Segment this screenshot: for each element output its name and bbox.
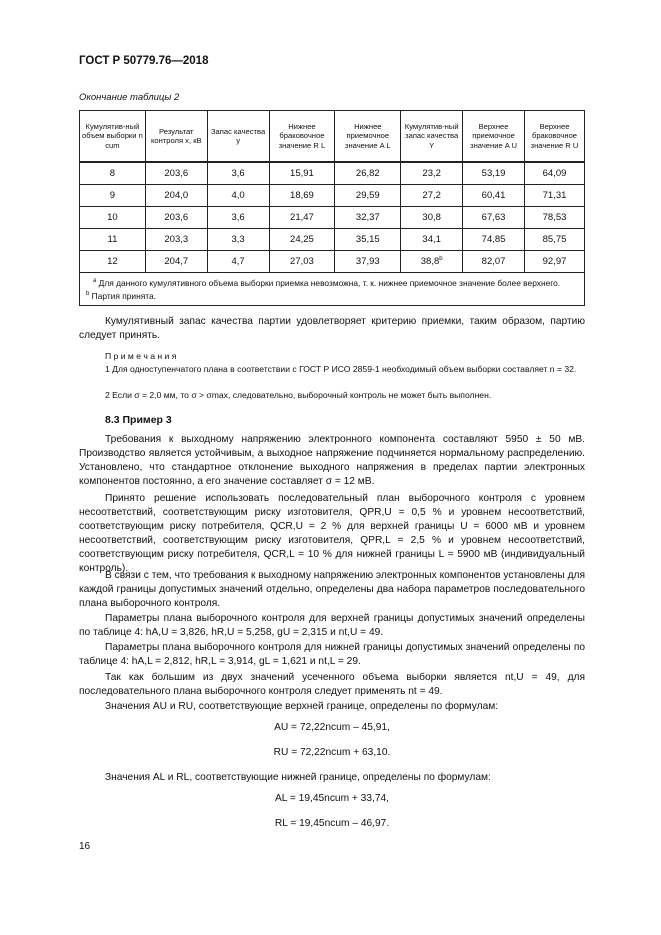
section-paragraph-6: Так как большим из двух значений усеченного объема выборки является nt,U = 49, для последовательного плана выборочного контроля следует применять nt = 49.: [79, 672, 585, 697]
table-cell: 32,37: [335, 207, 401, 229]
column-header: Запас качества y: [207, 111, 269, 163]
conclusion-paragraph: Кумулятивный запас качества партии удовлетворяет критерию приемки, таким образом, партию следует принять.: [79, 316, 585, 341]
table-cell: 203,6: [145, 162, 207, 185]
table-cell: 23,2: [401, 162, 463, 185]
footnote-ref-b: b: [439, 255, 443, 262]
table-cell: 203,3: [145, 229, 207, 251]
column-header: Верхнее браковочное значение R U: [525, 111, 585, 163]
table-cell: 4,7: [207, 251, 269, 273]
table-cell: 27,03: [269, 251, 335, 273]
table-cell: 30,8: [401, 207, 463, 229]
section-paragraph-5: Параметры плана выборочного контроля для нижней границы допустимых значений определены по таблице 4: hA,L = 2,812, hR,L = 3,914, gL = 1,621 и nt,L = 29.: [79, 642, 585, 667]
table-cell: 8: [80, 162, 146, 185]
table-cell: 12: [80, 251, 146, 273]
formula-al: AL = 19,45ncum + 33,74,: [274, 793, 390, 804]
table-cell: 64,09: [525, 162, 585, 185]
table-cell: 74,85: [463, 229, 525, 251]
table-cell: 3,3: [207, 229, 269, 251]
table-cell: 11: [80, 229, 146, 251]
table-cell: 204,0: [145, 185, 207, 207]
column-header: Кумулятив-ный запас качества Y: [401, 111, 463, 163]
table-cell: [401, 251, 463, 273]
section-paragraph-8: Значения AL и RL, соответствующие нижней границе, определены по формулам:: [105, 772, 491, 783]
table-cell: 204,7: [145, 251, 207, 273]
table-row: [80, 229, 585, 251]
table-row: [80, 162, 585, 185]
section-title: 8.3 Пример 3: [105, 414, 172, 426]
table-cell: 27,2: [401, 185, 463, 207]
table-cell: 35,15: [335, 229, 401, 251]
column-header: Нижнее браковочное значение R L: [269, 111, 335, 163]
document-header: ГОСТ Р 50779.76—2018: [79, 55, 209, 67]
footnote-a: [86, 276, 578, 289]
footnote-a-text: Для данного кумулятивного объема выборки приемка невозможна, т. к. нижнее приемочное значение более верхнего.: [98, 277, 561, 288]
table-caption: Окончание таблицы 2: [79, 92, 180, 103]
table-cell: 60,41: [463, 185, 525, 207]
column-header: Кумулятив-ный объем выборки n cum: [80, 111, 146, 163]
section-paragraph-1: Требования к выходному напряжению электронного компонента составляют 5950 ± 50 мВ. Производство является устойчивым, а выходное напряжение подчиняется нормальному распределению. Установлено, что стандартное отклонение выходного напряжения в пределах партии электронных компонентов постоянно, а его значение составляет σ = 12 мВ.: [79, 434, 585, 487]
table-cell: 92,97: [525, 251, 585, 273]
table-cell: 26,82: [335, 162, 401, 185]
table-cell: 67,63: [463, 207, 525, 229]
table-header-row: [80, 111, 585, 163]
notes-title: П р и м е ч а н и я: [105, 351, 177, 361]
note-2: 2 Если σ = 2,0 мм, то σ > σmax, следовательно, выборочный контроль не может быть выполнен.: [105, 390, 492, 400]
note-1: 1 Для одноступенчатого плана в соответствии с ГОСТ Р ИСО 2859-1 необходимый объем выборки составляет n = 32.: [105, 364, 577, 374]
table-footnote-row: [80, 273, 585, 306]
table-cell: 29,59: [335, 185, 401, 207]
table-cell: 85,75: [525, 229, 585, 251]
formula-au: AU = 72,22ncum – 45,91,: [274, 722, 390, 733]
formula-ru: RU = 72,22ncum + 63,10.: [273, 747, 391, 758]
table-cell: 15,91: [269, 162, 335, 185]
table-cell: 82,07: [463, 251, 525, 273]
table-row: [80, 251, 585, 273]
section-paragraph-7: Значения AU и RU, соответствующие верхней границе, определены по формулам:: [105, 701, 499, 712]
cell-value: 38,8: [420, 256, 440, 268]
column-header: Нижнее приемочное значение A L: [335, 111, 401, 163]
table-cell: 9: [80, 185, 146, 207]
table-row: [80, 207, 585, 229]
table-footnotes: [80, 273, 585, 306]
table-cell: 37,93: [335, 251, 401, 273]
table-cell: 3,6: [207, 162, 269, 185]
footnote-mark-b: b: [86, 290, 90, 297]
table-cell: 34,1: [401, 229, 463, 251]
table-cell: 21,47: [269, 207, 335, 229]
footnote-b: [86, 289, 578, 302]
page-number: 16: [79, 841, 91, 852]
column-header: Результат контроля x, кВ: [145, 111, 207, 163]
table-cell: 3,6: [207, 207, 269, 229]
column-header: Верхнее приемочное значение A U: [463, 111, 525, 163]
table-cell: 24,25: [269, 229, 335, 251]
data-table: [79, 110, 585, 306]
table-cell: 203,6: [145, 207, 207, 229]
table-row: [80, 185, 585, 207]
footnote-b-text: Партия принята.: [91, 290, 156, 301]
footnote-mark-a: a: [92, 278, 97, 284]
table-cell: 10: [80, 207, 146, 229]
table-cell: 18,69: [269, 185, 335, 207]
section-paragraph-4: Параметры плана выборочного контроля для верхней границы допустимых значений определены по таблице 4: hA,U = 3,826, hR,U = 5,258, gU = 2,315 и nt,U = 49.: [79, 613, 585, 638]
section-paragraph-2: Принято решение использовать последовательный план выборочного контроля с уровнем несоответствий, соответствующим риску изготовителя, QPR,U = 0,5 % и уровнем несоответствий, соответствующим риску потребителя, QCR,U = 2 % для верхней границы U = 6000 мВ и уровнем несоответствий, соответствующим риску изготовителя, QPR,L = 2,5 % и уровнем несоответствий, соответствующим риску потребителя, QCR,L = 10 % для нижней границы L = 5900 мВ (индивидуальный контроль).: [79, 493, 585, 574]
section-paragraph-3: В связи с тем, что требования к выходному напряжению электронных компонентов установлены для каждой границы допустимых значений отдельно, определены два набора параметров последовательного плана выборочного контроля.: [79, 570, 585, 609]
table-cell: 4,0: [207, 185, 269, 207]
table-cell: 53,19: [463, 162, 525, 185]
formula-rl: RL = 19,45ncum – 46,97.: [274, 818, 390, 829]
table-cell: 71,31: [525, 185, 585, 207]
table-cell: 78,53: [525, 207, 585, 229]
